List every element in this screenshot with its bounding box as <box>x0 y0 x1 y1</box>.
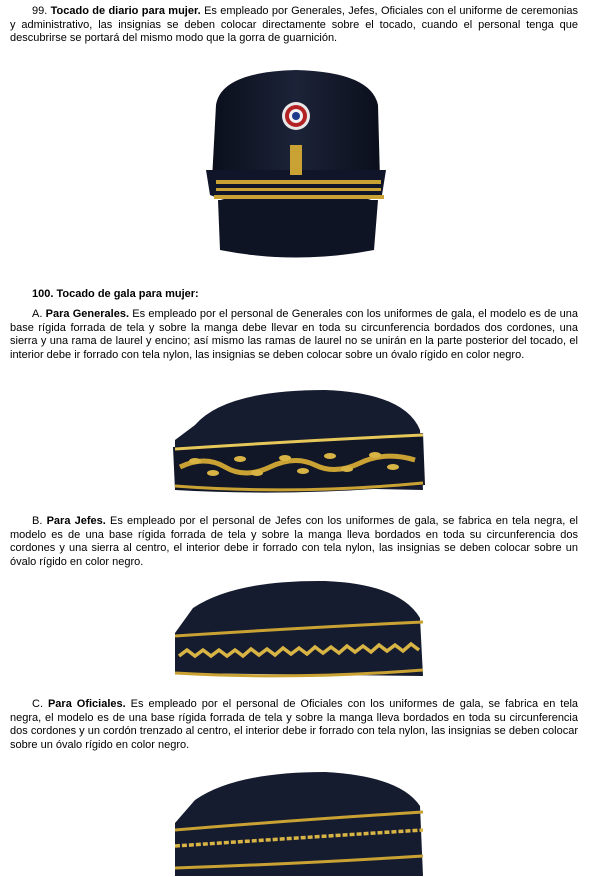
paragraph-99-title: Tocado de diario para mujer. <box>50 5 201 17</box>
paragraph-a-generales: A. Para Generales. Es empleado por el personal de Generales con los uniformes de gala, el modelo es de una base rígida forrada de tela y sobre la manga debe llevar en toda su circunferencia bordados dos cordones, una sierra y una rama de laurel y encino; así mismo las ramas de laurel no se unirán en la parte posterior del tocado, el interior debe ir forrado con tela nylon, las insignias se deben colocar sobre un óvalo rígido en color negro. <box>10 308 578 361</box>
heading-100: 100. Tocado de gala para mujer: <box>32 288 199 300</box>
paragraph-c-oficiales: C. Para Oficiales. Es empleado por el personal de Oficiales con los uniformes de gala, se fabrica en tela negra, el modelo es de una base rígida forrada de tela y sobre la manga lleva bordados en toda su circunferencia dos cordones y un cordón trenzado al centro, el interior debe ir forrado con tela nylon, las insignias se deben colocar sobre un óvalo rígido en color negro. <box>10 698 579 751</box>
paragraph-b-jefes: B. Para Jefes. Es empleado por el personal de Jefes con los uniformes de gala, se fabrica en tela negra, el modelo es de una base rígida forrada de tela y sobre la manga lleva bordados en toda su circunferencia dos cordones y una sierra al centro, el interior debe ir forrado con tela nylon, las insignias se deben colocar sobre un óvalo rígido en color negro. <box>10 515 578 568</box>
daily-cap-image <box>196 60 396 265</box>
paragraph-99: 99. Tocado de diario para mujer. Es empleado por Generales, Jefes, Oficiales con el uniforme de ceremonias y administrativo, las insignias se deben colocar directamente sobre el tocado, cuando el personal tenga que descubrirse se portará del mismo modo que la gorra de guarnición. <box>10 5 578 44</box>
paragraph-99-text: Es empleado por Generales, Jefes, Oficiales con el uniforme de ceremonias y administrativo, las insignias se deben colocar directamente sobre el tocado, cuando el personal tenga que descubrirse se portará del mismo modo que la gorra de guarnición. <box>10 5 578 44</box>
oficiales-gala-cap-image <box>165 768 435 876</box>
generales-gala-cap-image <box>165 385 435 500</box>
jefes-gala-cap-image <box>165 578 435 683</box>
